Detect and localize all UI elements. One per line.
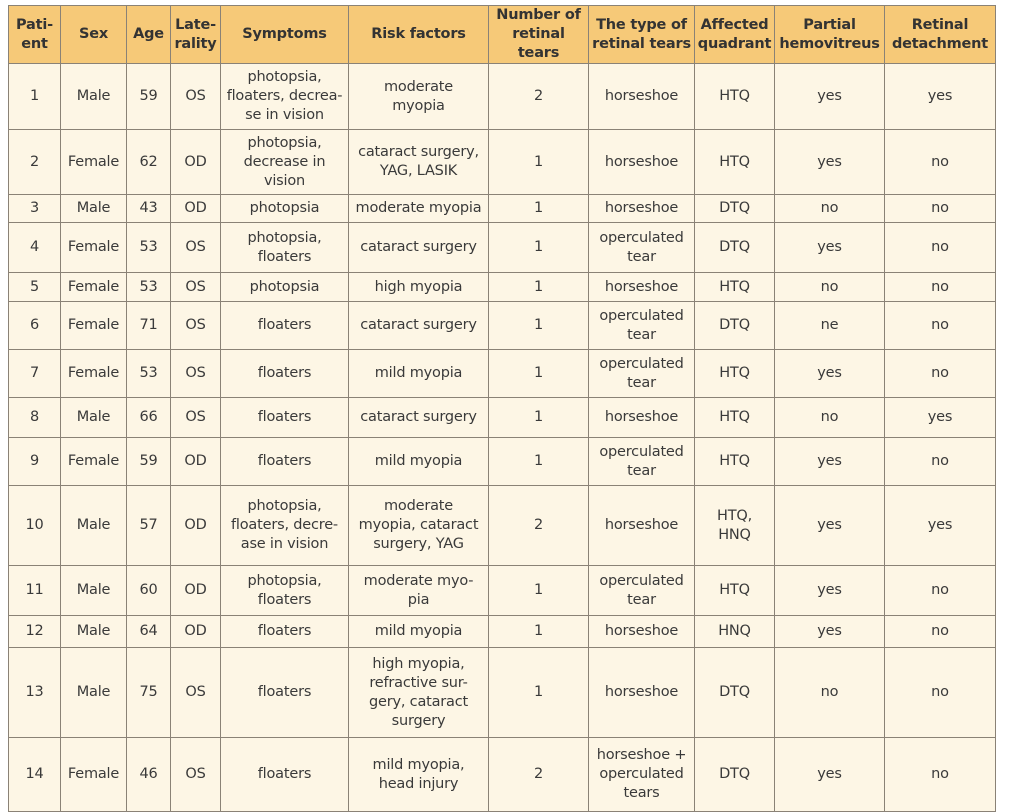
cell-partial-hemovitreus: yes <box>775 350 885 398</box>
header-retinal-detachment: Retinal detachment <box>885 6 996 64</box>
cell-patient: 6 <box>9 302 61 350</box>
cell-symptoms: photopsia, floaters, decre- ase in vision <box>221 486 349 566</box>
cell-number-of-tears: 1 <box>489 302 589 350</box>
cell-symptoms: photopsia, floaters <box>221 223 349 273</box>
header-row <box>9 6 996 64</box>
cell-age: 62 <box>127 130 171 195</box>
cell-age: 53 <box>127 273 171 302</box>
cell-risk-factors: mild myopia <box>349 350 489 398</box>
retinal-tears-table <box>8 5 996 812</box>
cell-number-of-tears: 1 <box>489 130 589 195</box>
cell-affected-quadrant: HTQ <box>695 64 775 130</box>
cell-laterality: OS <box>171 302 221 350</box>
cell-retinal-detachment: no <box>885 616 996 648</box>
table-row <box>9 648 996 738</box>
cell-laterality: OS <box>171 648 221 738</box>
cell-sex: Female <box>61 223 127 273</box>
cell-risk-factors: mild myopia <box>349 438 489 486</box>
cell-patient: 3 <box>9 195 61 223</box>
cell-partial-hemovitreus: yes <box>775 566 885 616</box>
cell-affected-quadrant: DTQ <box>695 302 775 350</box>
table-body <box>9 64 996 812</box>
cell-partial-hemovitreus: yes <box>775 486 885 566</box>
cell-type-of-tears: horseshoe <box>589 486 695 566</box>
cell-laterality: OD <box>171 438 221 486</box>
cell-symptoms: photopsia, floaters <box>221 566 349 616</box>
cell-partial-hemovitreus: yes <box>775 64 885 130</box>
header-age: Age <box>127 6 171 64</box>
cell-age: 75 <box>127 648 171 738</box>
cell-retinal-detachment: no <box>885 195 996 223</box>
cell-sex: Male <box>61 195 127 223</box>
table-row <box>9 486 996 566</box>
cell-partial-hemovitreus: no <box>775 398 885 438</box>
cell-partial-hemovitreus: no <box>775 195 885 223</box>
cell-risk-factors: mild myopia <box>349 616 489 648</box>
table-row <box>9 738 996 812</box>
cell-type-of-tears: operculated tear <box>589 350 695 398</box>
cell-affected-quadrant: HTQ, HNQ <box>695 486 775 566</box>
cell-retinal-detachment: no <box>885 273 996 302</box>
cell-age: 46 <box>127 738 171 812</box>
cell-type-of-tears: operculated tear <box>589 302 695 350</box>
cell-type-of-tears: horseshoe <box>589 648 695 738</box>
header-affected-quadrant: Affected quadrant <box>695 6 775 64</box>
cell-patient: 9 <box>9 438 61 486</box>
table-row <box>9 302 996 350</box>
table-row <box>9 398 996 438</box>
cell-patient: 8 <box>9 398 61 438</box>
cell-laterality: OD <box>171 486 221 566</box>
cell-retinal-detachment: yes <box>885 486 996 566</box>
cell-laterality: OD <box>171 616 221 648</box>
cell-patient: 11 <box>9 566 61 616</box>
cell-laterality: OD <box>171 566 221 616</box>
cell-patient: 2 <box>9 130 61 195</box>
table-row <box>9 273 996 302</box>
cell-affected-quadrant: DTQ <box>695 738 775 812</box>
cell-type-of-tears: horseshoe <box>589 64 695 130</box>
cell-patient: 1 <box>9 64 61 130</box>
cell-type-of-tears: operculated tear <box>589 566 695 616</box>
cell-laterality: OS <box>171 223 221 273</box>
cell-affected-quadrant: HTQ <box>695 438 775 486</box>
cell-sex: Female <box>61 273 127 302</box>
cell-risk-factors: cataract surgery <box>349 398 489 438</box>
cell-risk-factors: cataract surgery <box>349 302 489 350</box>
cell-patient: 5 <box>9 273 61 302</box>
cell-laterality: OD <box>171 195 221 223</box>
cell-sex: Male <box>61 486 127 566</box>
cell-symptoms: photopsia <box>221 273 349 302</box>
cell-symptoms: floaters <box>221 738 349 812</box>
header-symptoms: Symptoms <box>221 6 349 64</box>
header-laterality: Late- rality <box>171 6 221 64</box>
cell-partial-hemovitreus: yes <box>775 738 885 812</box>
table-row <box>9 438 996 486</box>
cell-symptoms: floaters <box>221 302 349 350</box>
cell-age: 60 <box>127 566 171 616</box>
cell-age: 71 <box>127 302 171 350</box>
cell-affected-quadrant: HTQ <box>695 398 775 438</box>
cell-sex: Female <box>61 438 127 486</box>
table-row <box>9 223 996 273</box>
cell-patient: 4 <box>9 223 61 273</box>
cell-number-of-tears: 1 <box>489 195 589 223</box>
cell-risk-factors: high myopia <box>349 273 489 302</box>
cell-laterality: OS <box>171 350 221 398</box>
cell-patient: 7 <box>9 350 61 398</box>
cell-number-of-tears: 1 <box>489 616 589 648</box>
cell-retinal-detachment: no <box>885 350 996 398</box>
cell-retinal-detachment: no <box>885 302 996 350</box>
cell-laterality: OS <box>171 398 221 438</box>
cell-sex: Male <box>61 566 127 616</box>
cell-symptoms: floaters <box>221 350 349 398</box>
cell-symptoms: floaters <box>221 438 349 486</box>
cell-type-of-tears: horseshoe <box>589 130 695 195</box>
cell-sex: Female <box>61 350 127 398</box>
cell-sex: Male <box>61 616 127 648</box>
table-row <box>9 566 996 616</box>
cell-number-of-tears: 1 <box>489 350 589 398</box>
cell-risk-factors: mild myopia, head injury <box>349 738 489 812</box>
header-patient: Pati- ent <box>9 6 61 64</box>
cell-retinal-detachment: yes <box>885 398 996 438</box>
table-row <box>9 350 996 398</box>
cell-age: 43 <box>127 195 171 223</box>
cell-number-of-tears: 1 <box>489 566 589 616</box>
cell-risk-factors: moderate myopia <box>349 64 489 130</box>
cell-symptoms: photopsia, decrease in vision <box>221 130 349 195</box>
header-type-of-tears: The type of retinal tears <box>589 6 695 64</box>
cell-laterality: OD <box>171 130 221 195</box>
cell-patient: 10 <box>9 486 61 566</box>
cell-affected-quadrant: DTQ <box>695 195 775 223</box>
cell-risk-factors: moderate myopia, cataract surgery, YAG <box>349 486 489 566</box>
cell-retinal-detachment: no <box>885 738 996 812</box>
cell-type-of-tears: horseshoe <box>589 195 695 223</box>
cell-number-of-tears: 1 <box>489 438 589 486</box>
cell-age: 53 <box>127 223 171 273</box>
cell-sex: Female <box>61 302 127 350</box>
cell-affected-quadrant: HNQ <box>695 616 775 648</box>
cell-type-of-tears: horseshoe <box>589 398 695 438</box>
cell-affected-quadrant: HTQ <box>695 130 775 195</box>
cell-partial-hemovitreus: yes <box>775 223 885 273</box>
cell-affected-quadrant: DTQ <box>695 648 775 738</box>
cell-number-of-tears: 2 <box>489 64 589 130</box>
cell-affected-quadrant: HTQ <box>695 350 775 398</box>
cell-risk-factors: moderate myo- pia <box>349 566 489 616</box>
cell-symptoms: photopsia <box>221 195 349 223</box>
cell-partial-hemovitreus: no <box>775 273 885 302</box>
cell-symptoms: photopsia, floaters, decrea- se in vision <box>221 64 349 130</box>
cell-risk-factors: cataract surgery, YAG, LASIK <box>349 130 489 195</box>
cell-sex: Female <box>61 738 127 812</box>
cell-type-of-tears: operculated tear <box>589 438 695 486</box>
header-number-of-tears: Number of retinal tears <box>489 6 589 64</box>
cell-age: 59 <box>127 438 171 486</box>
cell-retinal-detachment: no <box>885 223 996 273</box>
cell-number-of-tears: 1 <box>489 398 589 438</box>
header-partial-hemovitreus: Partial hemovitreus <box>775 6 885 64</box>
header-sex: Sex <box>61 6 127 64</box>
cell-patient: 12 <box>9 616 61 648</box>
cell-partial-hemovitreus: ne <box>775 302 885 350</box>
cell-retinal-detachment: no <box>885 438 996 486</box>
cell-risk-factors: high myopia, refractive sur- gery, cataract surgery <box>349 648 489 738</box>
cell-type-of-tears: operculated tear <box>589 223 695 273</box>
cell-sex: Female <box>61 130 127 195</box>
cell-partial-hemovitreus: yes <box>775 130 885 195</box>
cell-symptoms: floaters <box>221 398 349 438</box>
cell-type-of-tears: horseshoe + operculated tears <box>589 738 695 812</box>
cell-retinal-detachment: no <box>885 566 996 616</box>
cell-partial-hemovitreus: yes <box>775 616 885 648</box>
header-risk-factors: Risk factors <box>349 6 489 64</box>
cell-risk-factors: moderate myopia <box>349 195 489 223</box>
table-row <box>9 64 996 130</box>
cell-type-of-tears: horseshoe <box>589 273 695 302</box>
cell-partial-hemovitreus: no <box>775 648 885 738</box>
cell-number-of-tears: 2 <box>489 738 589 812</box>
cell-patient: 13 <box>9 648 61 738</box>
cell-sex: Male <box>61 648 127 738</box>
cell-age: 64 <box>127 616 171 648</box>
cell-age: 66 <box>127 398 171 438</box>
cell-laterality: OS <box>171 64 221 130</box>
cell-laterality: OS <box>171 273 221 302</box>
table-row <box>9 195 996 223</box>
cell-type-of-tears: horseshoe <box>589 616 695 648</box>
cell-number-of-tears: 1 <box>489 273 589 302</box>
cell-symptoms: floaters <box>221 616 349 648</box>
cell-sex: Male <box>61 64 127 130</box>
cell-retinal-detachment: no <box>885 130 996 195</box>
cell-number-of-tears: 2 <box>489 486 589 566</box>
cell-retinal-detachment: no <box>885 648 996 738</box>
cell-age: 53 <box>127 350 171 398</box>
cell-symptoms: floaters <box>221 648 349 738</box>
cell-risk-factors: cataract surgery <box>349 223 489 273</box>
cell-laterality: OS <box>171 738 221 812</box>
cell-patient: 14 <box>9 738 61 812</box>
cell-sex: Male <box>61 398 127 438</box>
cell-retinal-detachment: yes <box>885 64 996 130</box>
cell-affected-quadrant: HTQ <box>695 273 775 302</box>
cell-age: 57 <box>127 486 171 566</box>
table-row <box>9 130 996 195</box>
cell-age: 59 <box>127 64 171 130</box>
cell-affected-quadrant: HTQ <box>695 566 775 616</box>
table-row <box>9 616 996 648</box>
cell-partial-hemovitreus: yes <box>775 438 885 486</box>
cell-number-of-tears: 1 <box>489 648 589 738</box>
cell-number-of-tears: 1 <box>489 223 589 273</box>
cell-affected-quadrant: DTQ <box>695 223 775 273</box>
